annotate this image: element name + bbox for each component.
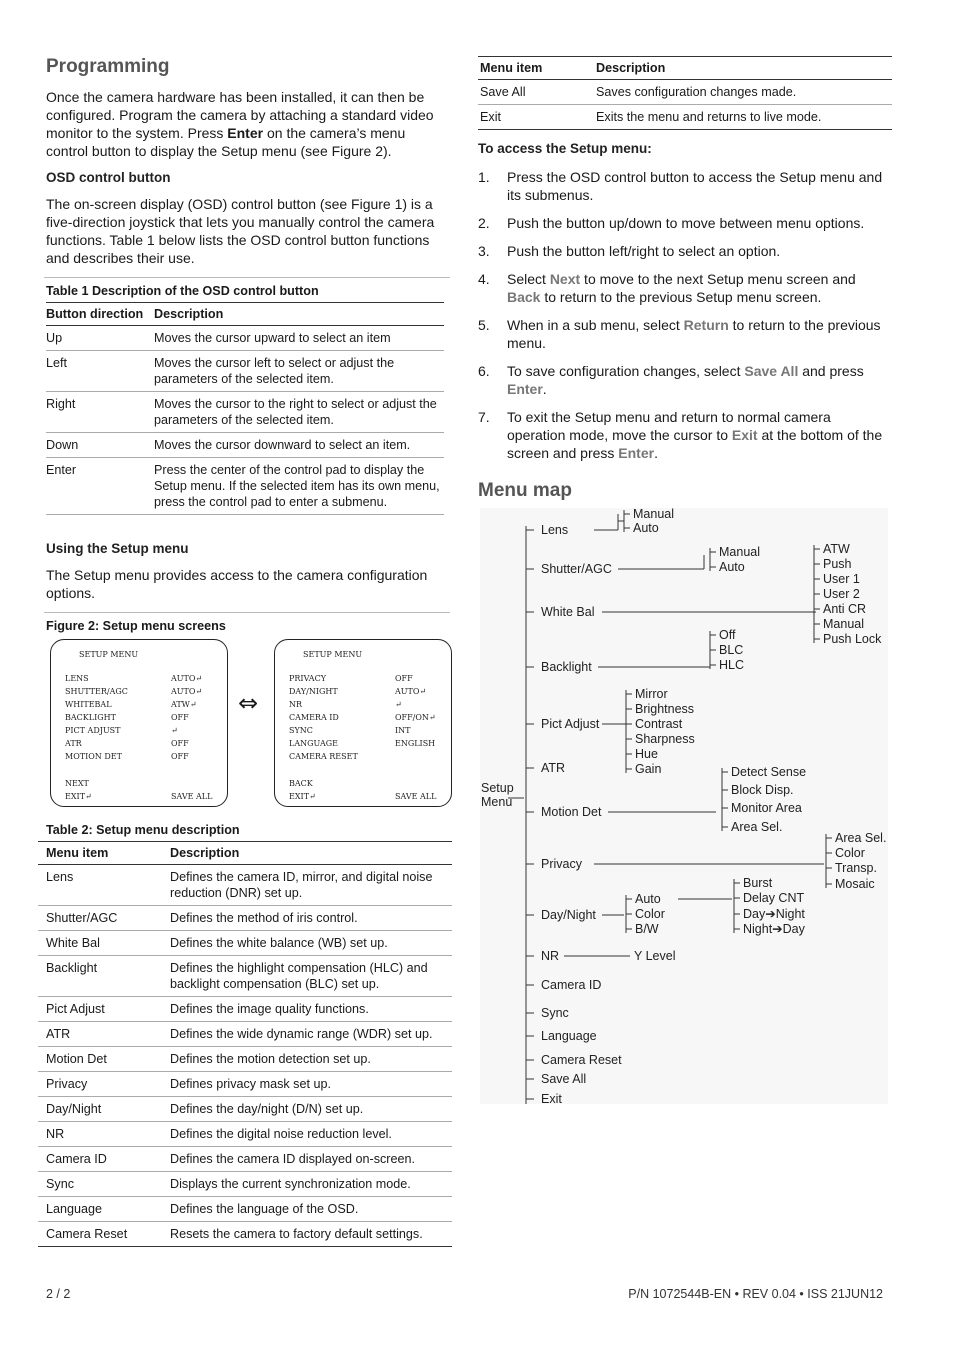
table-row (38, 865, 452, 906)
step-item (478, 242, 892, 260)
motion-det-option: Area Sel. (731, 820, 783, 834)
table-cell: Defines the wide dynamic range (WDR) set up. (170, 1022, 452, 1047)
menu-item-day-night: Day/Night (541, 908, 596, 922)
table-row (38, 1047, 452, 1072)
table-cell: Defines the camera ID displayed on-screen. (170, 1147, 452, 1172)
table-row (46, 433, 444, 458)
table2 (38, 841, 452, 1247)
nr-option: Y Level (634, 949, 676, 963)
table-cell: Defines the day/night (D/N) set up. (170, 1097, 452, 1122)
right-column (478, 56, 892, 1108)
step-text: When in a sub menu, select (507, 317, 684, 333)
backlight-option: BLC (719, 643, 744, 657)
step-item (478, 316, 892, 352)
osd-screen-1 (50, 639, 228, 807)
osd-item: DAY/NIGHT (289, 687, 338, 696)
table-cell: Defines the motion detection set up. (170, 1047, 452, 1072)
day-night-auto-option: Burst (743, 876, 773, 890)
step-number: 2. (478, 215, 490, 231)
table-cell: Defines the highlight compensation (HLC) and backlight compensation (BLC) set up. (170, 956, 452, 997)
backlight-option: Off (719, 628, 736, 642)
table-cell: Motion Det (38, 1047, 170, 1072)
table-cell: Language (38, 1197, 170, 1222)
table-cell: Save All (478, 80, 596, 105)
backlight-option: HLC (719, 658, 745, 672)
pict-adjust-option: Contrast (635, 717, 683, 731)
osd-row (65, 752, 215, 761)
osd-value: OFF (171, 739, 189, 748)
table2-body (38, 865, 452, 1247)
day-night-auto-option: Day➔Night (743, 907, 805, 921)
osd-row (289, 687, 439, 696)
osd-item: CAMERA RESET (289, 752, 358, 761)
osd-row (289, 674, 439, 683)
step-keyword: Enter (507, 381, 543, 397)
privacy-option: Color (835, 846, 865, 860)
osd-item: PRIVACY (289, 674, 326, 683)
step-text: Push the button left/right to select an option. (507, 243, 781, 259)
step-number: 7. (478, 409, 490, 425)
pict-adjust-option: Sharpness (635, 732, 695, 746)
osd-value: ↵ (171, 726, 178, 735)
table-cell: Defines the white balance (WB) set up. (170, 931, 452, 956)
table-header-cell: Button direction (46, 303, 154, 326)
shutter-option: Manual (719, 545, 760, 559)
table-row (38, 1022, 452, 1047)
table-cell: Defines the image quality functions. (170, 997, 452, 1022)
table-row (478, 105, 892, 130)
step-text: . (542, 381, 547, 397)
table-cell: Moves the cursor upward to select an item (154, 326, 444, 351)
menu-map-diagram (478, 508, 892, 1108)
osd-exit: EXIT↵ (65, 792, 92, 801)
table-header-cell: Description (170, 842, 452, 865)
table-cell: Up (46, 326, 154, 351)
step-number: 1. (478, 169, 490, 185)
table-header-cell: Menu item (478, 57, 596, 80)
menu-item-camera-reset: Camera Reset (541, 1053, 622, 1067)
osd-row (289, 779, 439, 788)
osd-item: PICT ADJUST (65, 726, 121, 735)
osd-save-all: SAVE ALL (171, 792, 213, 801)
osd-row (65, 687, 215, 696)
table-cell: Resets the camera to factory default settings. (170, 1222, 452, 1247)
menu-item-atr: ATR (541, 761, 566, 775)
osd-row (65, 713, 215, 722)
step-item (478, 214, 892, 232)
osd-row (289, 726, 439, 735)
table-cell: Defines privacy mask set up. (170, 1072, 452, 1097)
motion-det-option: Detect Sense (731, 765, 807, 779)
table-cell: Saves configuration changes made. (596, 80, 892, 105)
day-night-auto-option: Delay CNT (743, 891, 805, 905)
table-row (38, 997, 452, 1022)
table-cell: Camera ID (38, 1147, 170, 1172)
white-bal-option: User 2 (823, 587, 860, 601)
table-cell: Displays the current synchronization mode. (170, 1172, 452, 1197)
step-number: 4. (478, 271, 490, 287)
osd-title: SETUP MENU (79, 650, 139, 659)
steps-list (478, 168, 892, 462)
table-cell: Defines the digital noise reduction level. (170, 1122, 452, 1147)
table1 (46, 302, 444, 515)
menu-item-language: Language (541, 1029, 597, 1043)
table-cell: Camera Reset (38, 1222, 170, 1247)
table-cell: Exit (478, 105, 596, 130)
menu-item-white-bal: White Bal (541, 605, 595, 619)
table-row (38, 1122, 452, 1147)
table-cell: Shutter/AGC (38, 906, 170, 931)
table-cell: White Bal (38, 931, 170, 956)
osd-row (65, 674, 215, 683)
white-bal-option: Push (823, 557, 852, 571)
setup-paragraph: The Setup menu provides access to the camera configuration options. (46, 567, 428, 601)
step-item (478, 408, 892, 462)
table-cell: Left (46, 351, 154, 392)
day-night-option: B/W (635, 922, 659, 936)
step-keyword: Exit (731, 427, 758, 443)
table-row (38, 1097, 452, 1122)
part-number: P/N 1072544B-EN • REV 0.04 • ISS 21JUN12 (628, 1287, 883, 1301)
table-cell: Moves the cursor downward to select an item. (154, 433, 444, 458)
table2-continued (478, 56, 892, 130)
step-text: To exit the Setup menu and return to normal camera operation mode, move the cursor to (507, 409, 831, 443)
table-cell: Defines the language of the OSD. (170, 1197, 452, 1222)
intro-text-2: on the camera’s menu control button to display the Setup menu (see Figure 2). (46, 125, 406, 159)
osd-screen-2 (274, 639, 452, 807)
step-text: to return to the previous Setup menu screen. (540, 289, 822, 305)
access-heading: To access the Setup menu: (478, 141, 652, 156)
step-text: and press (798, 363, 864, 379)
osd-item: LANGUAGE (289, 739, 338, 748)
osd-row (65, 792, 215, 801)
osd-heading: OSD control button (46, 170, 171, 185)
osd-value: OFF (171, 752, 189, 761)
table-cell: Defines the method of iris control. (170, 906, 452, 931)
table-row (38, 1072, 452, 1097)
table-row (478, 80, 892, 105)
figure2-caption: Figure 2: Setup menu screens (46, 619, 226, 633)
menu-item-nr: NR (541, 949, 560, 963)
table-cell: NR (38, 1122, 170, 1147)
menu-item-lens: Lens (541, 523, 569, 537)
osd-title: SETUP MENU (303, 650, 363, 659)
step-text: To save configuration changes, select (507, 363, 745, 379)
osd-paragraph: The on-screen display (OSD) control button (see Figure 1) is a five-direction joystick that lets you manually control the camera functions. Table 1 below lists the OSD control button functions and describes their use. (46, 196, 435, 266)
table-cell: Lens (38, 865, 170, 906)
menu-item-exit: Exit (541, 1092, 562, 1106)
page-number: 2 / 2 (46, 1287, 71, 1301)
osd-item: MOTION DET (65, 752, 122, 761)
table1-caption: Table 1 Description of the OSD control button (46, 284, 319, 298)
menu-item-shutter-agc: Shutter/AGC (541, 562, 612, 576)
osd-row (289, 752, 439, 761)
privacy-option: Transp. (835, 861, 877, 875)
left-column (46, 56, 446, 1247)
osd-item: ATR (65, 739, 82, 748)
table-cell: Enter (46, 458, 154, 515)
osd-row (65, 700, 215, 709)
table-cell: Exits the menu and returns to live mode. (596, 105, 892, 130)
table-header-cell: Menu item (38, 842, 170, 865)
white-bal-option: ATW (823, 542, 850, 556)
table-row (46, 458, 444, 515)
step-text: . (654, 445, 658, 461)
osd-row (65, 726, 215, 735)
step-text: Push the button up/down to move between menu options. (507, 215, 865, 231)
osd-value: AUTO↵ (171, 687, 203, 696)
privacy-option: Mosaic (835, 877, 875, 891)
osd-row (289, 700, 439, 709)
osd-value: OFF/ON↵ (395, 713, 436, 722)
table-cell: Press the center of the control pad to display the Setup menu. If the selected item has its own menu, press the control pad to enter a submenu. (154, 458, 444, 515)
lens-option: Manual (633, 508, 674, 521)
motion-det-option: Monitor Area (731, 801, 802, 815)
step-item (478, 270, 892, 306)
table-header-cell: Description (154, 303, 444, 326)
menu-item-save-all: Save All (541, 1072, 587, 1086)
white-bal-option: Push Lock (823, 632, 882, 646)
step-text: to move to the next Setup menu screen and (580, 271, 856, 287)
osd-exit: EXIT↵ (289, 792, 316, 801)
table-cell: Backlight (38, 956, 170, 997)
step-keyword: Next (549, 271, 581, 287)
menu-root-label: Setup (481, 781, 514, 795)
osd-item: SYNC (289, 726, 313, 735)
osd-value: OFF (395, 674, 413, 683)
table-cell: Privacy (38, 1072, 170, 1097)
osd-item: BACKLIGHT (65, 713, 116, 722)
osd-value: ATW↵ (171, 700, 197, 709)
white-bal-option: Anti CR (823, 602, 867, 616)
table-cell: Right (46, 392, 154, 433)
day-night-auto-option: Night➔Day (743, 922, 805, 936)
menu-item-sync: Sync (541, 1006, 569, 1020)
osd-item: SHUTTER/AGC (65, 687, 128, 696)
osd-row (65, 779, 215, 788)
table-row (38, 1147, 452, 1172)
step-item (478, 362, 892, 398)
osd-row (65, 739, 215, 748)
osd-item: WHITEBAL (65, 700, 112, 709)
step-text: Press the OSD control button to access the Setup menu and its submenus. (507, 169, 883, 203)
table-row (38, 931, 452, 956)
table-cell: Defines the camera ID, mirror, and digital noise reduction (DNR) set up. (170, 865, 452, 906)
shutter-option: Auto (719, 560, 745, 574)
double-arrow-icon: ⇔ (238, 689, 259, 717)
white-bal-option: Manual (823, 617, 864, 631)
menu-item-motion-det: Motion Det (541, 805, 602, 819)
menu-item-pict-adjust: Pict Adjust (541, 717, 600, 731)
osd-row (289, 792, 439, 801)
step-text: Select (507, 271, 550, 287)
day-night-option: Color (635, 907, 665, 921)
step-keyword: Back (507, 289, 541, 305)
table-cell: Pict Adjust (38, 997, 170, 1022)
figure2 (46, 637, 446, 813)
step-item (478, 168, 892, 204)
osd-value: ↵ (395, 700, 402, 709)
osd-back: BACK (289, 779, 313, 788)
menu-item-backlight: Backlight (541, 660, 592, 674)
intro-text-1: Once the camera hardware has been installed, it can then be configured. Program the camera by attaching a standard video monitor to the system. Press (46, 89, 434, 141)
day-night-option: Auto (635, 892, 661, 906)
table-row (38, 1197, 452, 1222)
table-row (46, 351, 444, 392)
table-row (38, 1172, 452, 1197)
osd-item: CAMERA ID (289, 713, 339, 722)
menu-root-label: Menu (481, 795, 513, 809)
intro-paragraph (46, 88, 446, 160)
step-keyword: Save All (744, 363, 799, 379)
osd-value: INT (395, 726, 411, 735)
section-heading-programming: Programming (46, 56, 170, 77)
table-header-row (46, 303, 444, 326)
osd-save-all: SAVE ALL (395, 792, 437, 801)
table-row (38, 1222, 452, 1247)
table-cell: ATR (38, 1022, 170, 1047)
menu-item-camera-id: Camera ID (541, 978, 602, 992)
section-heading-menu-map: Menu map (478, 480, 572, 501)
pict-adjust-option: Mirror (635, 687, 668, 701)
privacy-option: Area Sel. (835, 831, 887, 845)
osd-item: NR (289, 700, 303, 709)
osd-next: NEXT (65, 779, 89, 788)
motion-det-option: Block Disp. (731, 783, 794, 797)
table2-caption: Table 2: Setup menu description (46, 823, 240, 837)
table-cell: Down (46, 433, 154, 458)
table-header-cell: Description (596, 57, 892, 80)
menu-item-privacy: Privacy (541, 857, 582, 871)
lens-option: Auto (633, 521, 659, 535)
osd-value: AUTO↵ (171, 674, 203, 683)
osd-row (289, 739, 439, 748)
table-header-row (478, 57, 892, 80)
intro-enter-keyword: Enter (227, 125, 264, 141)
step-keyword: Enter (618, 445, 655, 461)
table-cell: Moves the cursor to the right to select or adjust the parameters of the selected item. (154, 392, 444, 433)
table-header-row (38, 842, 452, 865)
table-cell: Moves the cursor left to select or adjust the parameters of the selected item. (154, 351, 444, 392)
step-text: to return to the previous menu. (507, 317, 881, 351)
table-row (46, 392, 444, 433)
pict-adjust-option: Brightness (635, 702, 695, 716)
table-row (38, 956, 452, 997)
pict-adjust-option: Hue (635, 747, 658, 761)
osd-row (289, 713, 439, 722)
table-cell: Day/Night (38, 1097, 170, 1122)
osd-value: OFF (171, 713, 189, 722)
table-cell: Sync (38, 1172, 170, 1197)
step-number: 3. (478, 243, 490, 259)
table-row (38, 906, 452, 931)
step-number: 6. (478, 363, 490, 379)
osd-item: LENS (65, 674, 89, 683)
pict-adjust-option: Gain (635, 762, 662, 776)
step-text: at the bottom of the screen and press (507, 427, 883, 461)
osd-value: AUTO↵ (395, 687, 427, 696)
table-row (46, 326, 444, 351)
setup-heading: Using the Setup menu (46, 541, 189, 556)
step-number: 5. (478, 317, 490, 333)
white-bal-option: User 1 (823, 572, 860, 586)
step-keyword: Return (683, 317, 729, 333)
osd-value: ENGLISH (395, 739, 436, 748)
